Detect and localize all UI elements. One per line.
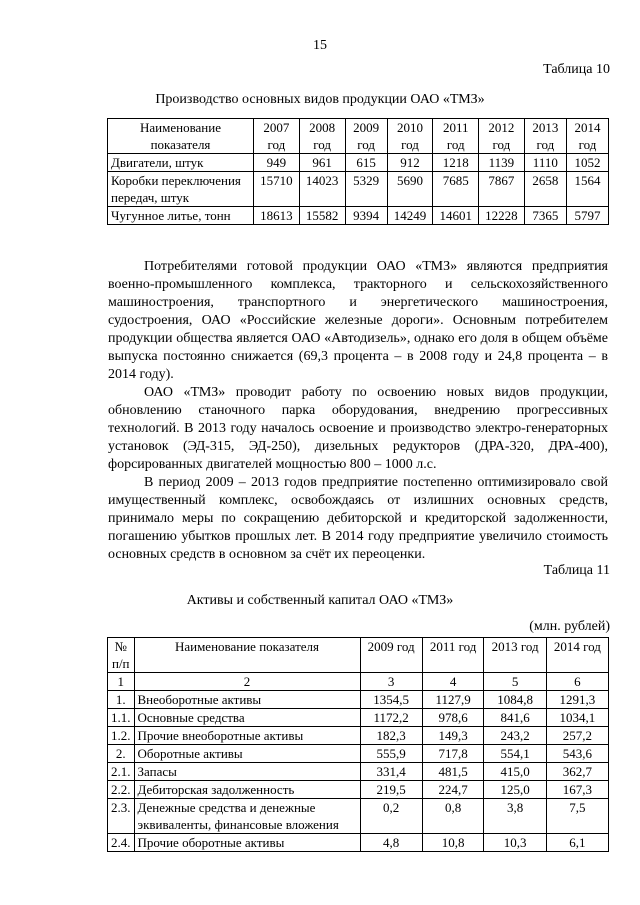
cell-value: 1084,8 — [484, 691, 546, 709]
cell-value: 1354,5 — [360, 691, 422, 709]
table10-title: Производство основных видов продукции ОАО «ТМЗ» — [155, 92, 485, 107]
cell-value: 7365 — [524, 207, 566, 225]
row-name: Чугунное литье, тонн — [108, 207, 254, 225]
cell-value: 1139 — [479, 154, 525, 172]
row-name: Запасы — [134, 763, 360, 781]
cell-value: 555,9 — [360, 745, 422, 763]
col-number: 5 — [484, 673, 546, 691]
col-number: 6 — [546, 673, 608, 691]
row-name: Прочие внеоборотные активы — [134, 727, 360, 745]
col-number: 1 — [108, 673, 135, 691]
paragraph: ОАО «ТМЗ» проводит работу по освоению новых видов продукции, обновлению станочного парка оборудования, внедрению прогрессивных технологий. В 2013 году началось освоение и производство электро-генераторных установок (ЭД-315, ЭД-250), дизельных редукторов (ДРА-320, ДРА-400), форсированных двигателей мощностью 800 – 1000 л.с. — [108, 385, 608, 472]
cell-value: 257,2 — [546, 727, 608, 745]
cell-value: 14249 — [387, 207, 433, 225]
cell-value: 7867 — [479, 172, 525, 207]
cell-value: 167,3 — [546, 781, 608, 799]
cell-value: 3,8 — [484, 799, 546, 834]
cell-value: 1218 — [433, 154, 479, 172]
row-name: Основные средства — [134, 709, 360, 727]
col-number: 3 — [360, 673, 422, 691]
cell-value: 0,8 — [422, 799, 484, 834]
table-row — [108, 172, 609, 207]
cell-value: 5797 — [566, 207, 608, 225]
cell-value: 15582 — [299, 207, 345, 225]
cell-value: 10,8 — [422, 834, 484, 852]
table-row — [108, 763, 609, 781]
header-year: 2007 год — [254, 119, 300, 154]
cell-value: 7,5 — [546, 799, 608, 834]
cell-value: 481,5 — [422, 763, 484, 781]
row-no: 2.1. — [108, 763, 135, 781]
cell-value: 4,8 — [360, 834, 422, 852]
cell-value: 12228 — [479, 207, 525, 225]
header-year: 2011 год — [422, 638, 484, 673]
cell-value: 912 — [387, 154, 433, 172]
table-row — [108, 745, 609, 763]
cell-value: 362,7 — [546, 763, 608, 781]
column-number-row — [108, 673, 609, 691]
cell-value: 2658 — [524, 172, 566, 207]
body-text — [108, 258, 608, 564]
row-name: Дебиторская задолженность — [134, 781, 360, 799]
header-name: Наименование показателя — [134, 638, 360, 673]
row-no: 1.1. — [108, 709, 135, 727]
cell-value: 6,1 — [546, 834, 608, 852]
header-year: 2014 год — [566, 119, 608, 154]
table-row — [108, 834, 609, 852]
paragraph: Потребителями готовой продукции ОАО «ТМЗ» являются предприятия военно-промышленного комплекса, тракторного и сельскохозяйственного машиностроения, транспортного и энергетического машиностроения, судостроения, ОАО «Российские железные дороги». Основным потребителем продукции общества является ОАО «Автодизель», однако его доля в общем объёме выпуска постоянно снижается (69,3 процента – в 2008 году и 24,8 процента – в 2014 году). — [108, 259, 608, 382]
col-number: 4 — [422, 673, 484, 691]
row-no: 2. — [108, 745, 135, 763]
cell-value: 18613 — [254, 207, 300, 225]
header-year: 2008 год — [299, 119, 345, 154]
cell-value: 10,3 — [484, 834, 546, 852]
cell-value: 125,0 — [484, 781, 546, 799]
header-year: 2009 год — [360, 638, 422, 673]
row-name: Оборотные активы — [134, 745, 360, 763]
row-no: 2.4. — [108, 834, 135, 852]
cell-value: 0,2 — [360, 799, 422, 834]
table-header-row — [108, 119, 609, 154]
table-row — [108, 207, 609, 225]
cell-value: 961 — [299, 154, 345, 172]
header-year: 2014 год — [546, 638, 608, 673]
header-year: 2013 год — [484, 638, 546, 673]
row-no: 1. — [108, 691, 135, 709]
row-name: Прочие оборотные активы — [134, 834, 360, 852]
cell-value: 1564 — [566, 172, 608, 207]
cell-value: 1034,1 — [546, 709, 608, 727]
header-no: № п/п — [108, 638, 135, 673]
cell-value: 14601 — [433, 207, 479, 225]
cell-value: 9394 — [345, 207, 387, 225]
cell-value: 717,8 — [422, 745, 484, 763]
cell-value: 243,2 — [484, 727, 546, 745]
row-no: 2.3. — [108, 799, 135, 834]
header-name: Наименование показателя — [108, 119, 254, 154]
cell-value: 14023 — [299, 172, 345, 207]
cell-value: 1110 — [524, 154, 566, 172]
cell-value: 5329 — [345, 172, 387, 207]
cell-value: 331,4 — [360, 763, 422, 781]
cell-value: 1291,3 — [546, 691, 608, 709]
cell-value: 224,7 — [422, 781, 484, 799]
row-name: Коробки переключения передач, штук — [108, 172, 254, 207]
cell-value: 7685 — [433, 172, 479, 207]
assets-table — [107, 637, 609, 852]
cell-value: 949 — [254, 154, 300, 172]
cell-value: 5690 — [387, 172, 433, 207]
table-row — [108, 727, 609, 745]
cell-value: 543,6 — [546, 745, 608, 763]
row-no: 2.2. — [108, 781, 135, 799]
header-year: 2009 год — [345, 119, 387, 154]
paragraph: В период 2009 – 2013 годов предприятие постепенно оптимизировало свой имущественный комплекс, освобождаясь от излишних основных средств, принимало меры по сокращению дебиторской и кредиторской задолженности, погашению убытков прошлых лет. В 2014 году предприятие увеличило стоимость основных средств в основном за счёт их переоценки. — [108, 475, 608, 562]
cell-value: 978,6 — [422, 709, 484, 727]
table11-title: Активы и собственный капитал ОАО «ТМЗ» — [186, 593, 454, 608]
cell-value: 219,5 — [360, 781, 422, 799]
row-name: Двигатели, штук — [108, 154, 254, 172]
cell-value: 615 — [345, 154, 387, 172]
table11-label: Таблица 11 — [543, 563, 610, 578]
cell-value: 554,1 — [484, 745, 546, 763]
table-header-row — [108, 638, 609, 673]
col-number: 2 — [134, 673, 360, 691]
header-year: 2010 год — [387, 119, 433, 154]
table-row — [108, 691, 609, 709]
table-row — [108, 781, 609, 799]
row-no: 1.2. — [108, 727, 135, 745]
table10-label: Таблица 10 — [543, 62, 610, 77]
header-year: 2012 год — [479, 119, 525, 154]
cell-value: 1172,2 — [360, 709, 422, 727]
cell-value: 149,3 — [422, 727, 484, 745]
cell-value: 1127,9 — [422, 691, 484, 709]
row-name: Внеоборотные активы — [134, 691, 360, 709]
header-year: 2011 год — [433, 119, 479, 154]
units-label: (млн. рублей) — [529, 619, 610, 634]
row-name: Денежные средства и денежные эквиваленты, финансовые вложения — [134, 799, 360, 834]
table-row — [108, 709, 609, 727]
table-row — [108, 799, 609, 834]
page-number: 15 — [313, 38, 327, 53]
production-table — [107, 118, 609, 225]
cell-value: 841,6 — [484, 709, 546, 727]
cell-value: 415,0 — [484, 763, 546, 781]
cell-value: 15710 — [254, 172, 300, 207]
header-year: 2013 год — [524, 119, 566, 154]
table-row — [108, 154, 609, 172]
cell-value: 182,3 — [360, 727, 422, 745]
cell-value: 1052 — [566, 154, 608, 172]
